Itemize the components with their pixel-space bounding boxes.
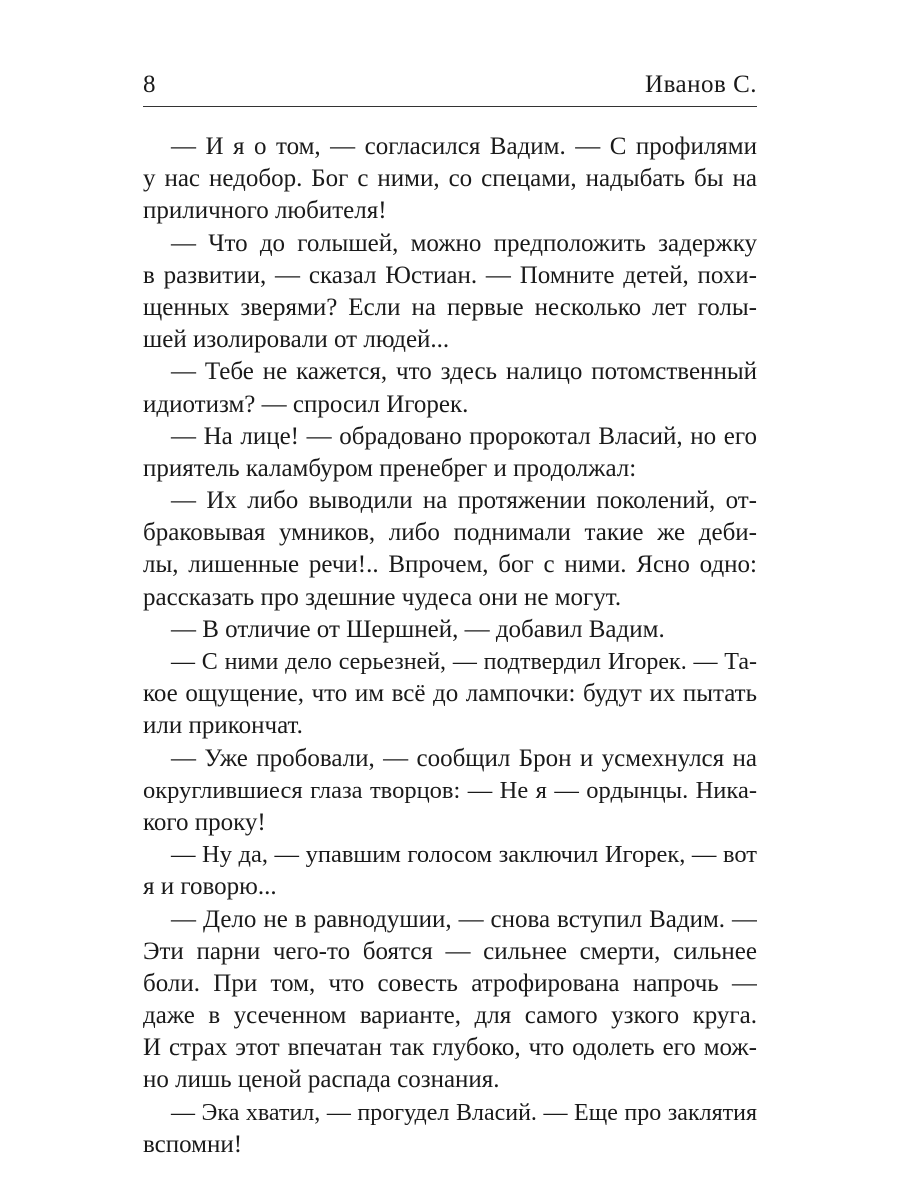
text-line: даже в усеченном варианте, для самого узкого круга. bbox=[143, 1002, 757, 1030]
text-line: округлившиеся глаза творцов: — Не я — ордынцы. Ника- bbox=[143, 776, 757, 804]
text-line: — На лице! — обрадовано пророкотал Власий, но его bbox=[171, 422, 757, 450]
text-line: — Дело не в равнодушии, — снова вступил Вадим. — bbox=[171, 905, 757, 933]
text-line: рассказать про здешние чудеса они не могут. bbox=[143, 583, 622, 611]
text-line: — Их либо выводили на протяжении поколений, от- bbox=[171, 487, 757, 515]
text-line: — В отличие от Шершней, — добавил Вадим. bbox=[171, 615, 665, 643]
body-text bbox=[143, 131, 757, 1161]
text-line: кого проку! bbox=[143, 808, 266, 836]
text-line: вспомни! bbox=[143, 1130, 243, 1158]
text-line: боли. При том, что совесть атрофирована напрочь — bbox=[143, 969, 757, 997]
text-line: приличного любителя! bbox=[143, 197, 387, 225]
page-number: 8 bbox=[143, 71, 156, 98]
text-line: — Ну да, — упавшим голосом заключил Игорек, — вот bbox=[171, 841, 757, 869]
text-line: браковывая умников, либо поднимали такие же деби- bbox=[143, 519, 757, 547]
text-line: кое ощущение, что им всё до лампочки: будут их пытать bbox=[143, 680, 757, 708]
text-line: у нас недобор. Бог с ними, со спецами, надыбать бы на bbox=[143, 165, 757, 193]
text-line: но лишь ценой распада сознания. bbox=[143, 1066, 500, 1094]
text-line: лы, лишенные речи!.. Впрочем, бог с ними. Ясно одно: bbox=[143, 551, 757, 579]
text-line: — Уже пробовали, — сообщил Брон и усмехнулся на bbox=[171, 744, 757, 772]
header-divider bbox=[143, 106, 757, 107]
text-line: Эти парни чего-то боятся — сильнее смерти, сильнее bbox=[143, 937, 757, 965]
text-line: идиотизм? — спросил Игорек. bbox=[143, 390, 469, 418]
text-line: или прикончат. bbox=[143, 712, 303, 740]
text-line: в развитии, — сказал Юстиан. — Помните детей, похи- bbox=[143, 261, 757, 289]
text-line: шей изолировали от людей... bbox=[143, 326, 450, 354]
text-line: И страх этот впечатан так глубоко, что одолеть его мож- bbox=[143, 1034, 757, 1062]
text-line: я и говорю... bbox=[143, 873, 277, 901]
text-line: — С ними дело серьезней, — подтвердил Игорек. — Та- bbox=[171, 649, 757, 675]
text-line: приятель каламбуром пренебрег и продолжал: bbox=[143, 454, 637, 482]
text-line: — Тебе не кажется, что здесь налицо потомственный bbox=[171, 358, 757, 386]
text-line: щенных зверями? Если на первые несколько лет голы- bbox=[143, 293, 757, 321]
text-line: — Эка хватил, — прогудел Власий. — Еще про заклятия bbox=[171, 1099, 757, 1126]
text-line: — И я о том, — согласился Вадим. — С профилями bbox=[171, 133, 757, 160]
running-header bbox=[143, 68, 757, 102]
text-line: — Что до голышей, можно предположить задержку bbox=[171, 229, 757, 257]
running-header-author: Иванов С. bbox=[645, 71, 757, 98]
